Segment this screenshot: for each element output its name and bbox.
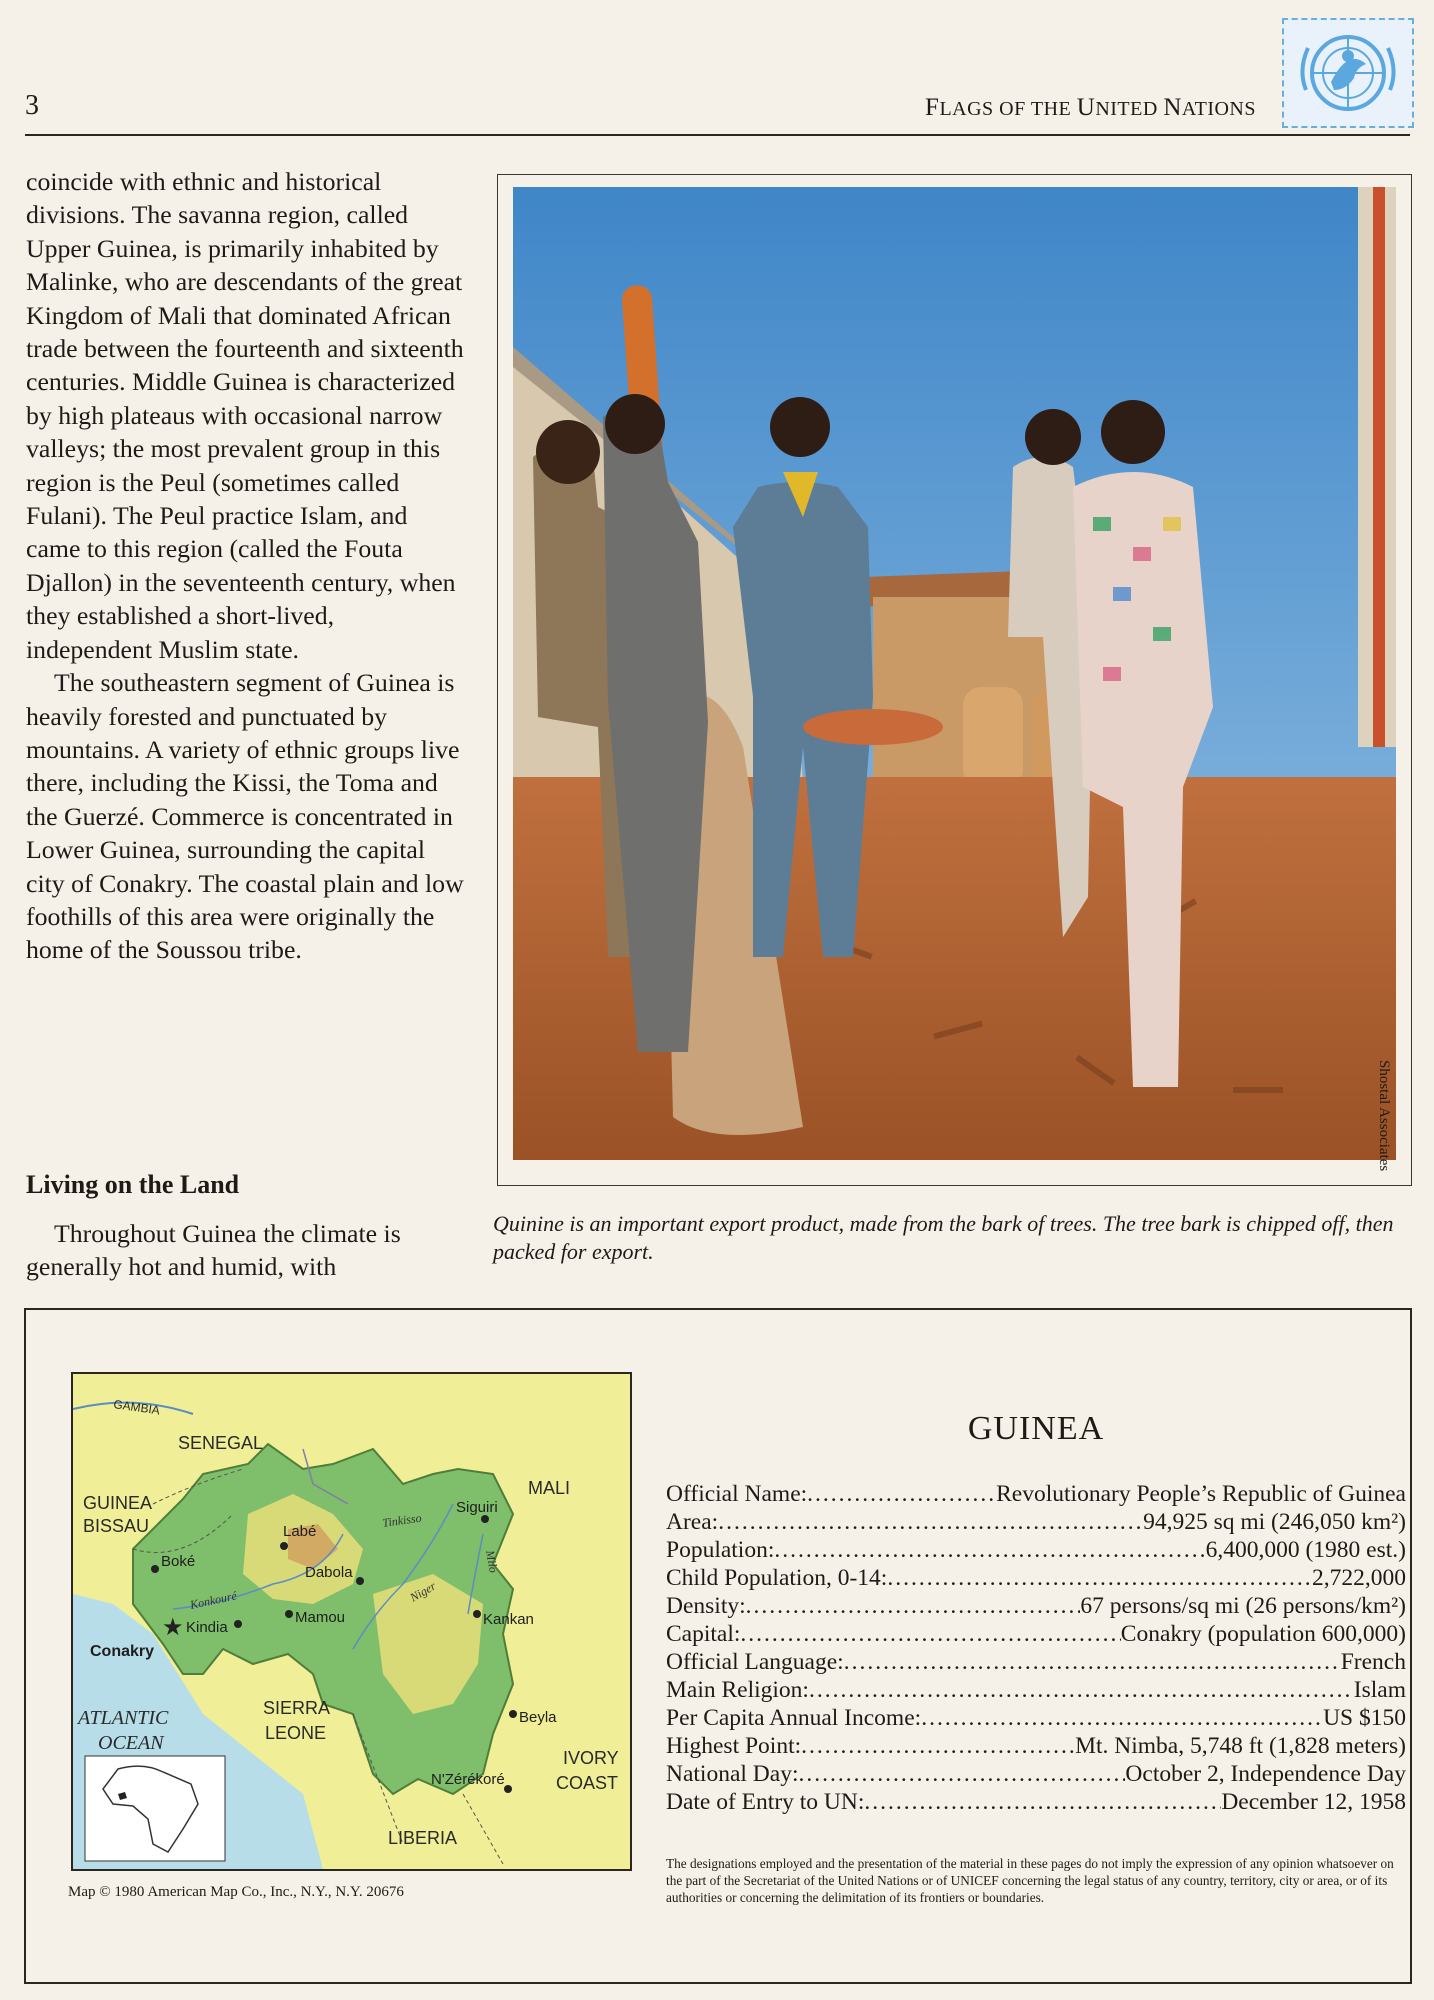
- city-dot-mamou: [285, 1610, 293, 1618]
- map-label-atlantic: ATLANTIC: [78, 1707, 169, 1729]
- article-text: [26, 165, 466, 967]
- paragraph: Throughout Guinea the climate is generally hot and humid, with: [26, 1219, 401, 1282]
- map-label-siguiri: Siguiri: [456, 1499, 498, 1516]
- map-label-dabola: Dabola: [305, 1564, 353, 1581]
- fact-population: Population: ..... 6,400,000 (1980 est.): [666, 1536, 1406, 1564]
- map-label-labe: Labé: [283, 1523, 317, 1540]
- map-credit: Map © 1980 American Map Co., Inc., N.Y., N.Y. 20676: [68, 1884, 404, 1900]
- map-label-beyla: Beyla: [519, 1709, 557, 1726]
- city-dot-siguiri: [481, 1515, 489, 1523]
- fact-capital: Capital: ..... Conakry (population 600,000): [666, 1620, 1406, 1648]
- country-factbox: [24, 1308, 1412, 1984]
- map-label-bissau: BISSAU: [83, 1516, 150, 1536]
- fact-list: [666, 1480, 1406, 1816]
- map-label-mamou: Mamou: [295, 1609, 346, 1626]
- city-dot-boke: [151, 1565, 159, 1573]
- city-dot-kankan: [473, 1610, 481, 1618]
- unicef-logo: [1282, 18, 1414, 128]
- map-label-senegal: SENEGAL: [178, 1433, 264, 1453]
- star-icon: ★: [162, 1615, 184, 1641]
- map-label-ivory: IVORY: [563, 1748, 619, 1768]
- map-label-mali: MALI: [528, 1478, 571, 1498]
- country-name: GUINEA: [967, 1410, 1105, 1447]
- map-label-nzerekore: N'Zérékoré: [431, 1771, 505, 1788]
- quinine-photo: [513, 187, 1396, 1160]
- fact-child-population: Child Population, 0-14: ..... 2,722,000: [666, 1564, 1406, 1592]
- guinea-map: [71, 1372, 632, 1871]
- fact-official-name: Official Name: ..... Revolutionary People’s Republic of Guinea: [666, 1480, 1406, 1508]
- paragraph: coincide with ethnic and historical divisions. The savanna region, called Upper Guinea, is primarily inhabited by Malinke, who are descendants of the great Kingdom of Mali that dominated African trade between the fourteenth and sixteenth centuries. Middle Guinea is characterized by high plateaus with occasional narrow valleys; the most prevalent group in this region is the Peul (sometimes called Fulani). The Peul practice Islam, and came to this region (called the Fouta Djallon) in the seventeenth century, when they established a short-lived, independent Muslim state.: [26, 167, 464, 664]
- map-label-river-milo: Milo: [483, 1549, 501, 1574]
- map-label-kindia: Kindia: [186, 1619, 228, 1636]
- fact-national-day: National Day: ..... October 2, Independence Day: [666, 1760, 1406, 1788]
- section-heading: Living on the Land: [26, 1170, 240, 1199]
- map-label-kankan: Kankan: [483, 1611, 534, 1628]
- city-dot-dabola: [356, 1577, 364, 1585]
- fact-date-of-entry-to-un: Date of Entry to UN: ..... December 12, 1958: [666, 1788, 1406, 1816]
- city-dot-beyla: [509, 1710, 517, 1718]
- city-dot-nzerekore: [504, 1785, 512, 1793]
- map-label-ocean: OCEAN: [98, 1732, 164, 1754]
- map-label-guinea: GUINEA: [83, 1493, 153, 1513]
- map-label-river-niger: Niger: [407, 1578, 439, 1605]
- fact-per-capita-income: Per Capita Annual Income: ..... US $150: [666, 1704, 1406, 1732]
- fact-main-religion: Main Religion: ..... Islam: [666, 1676, 1406, 1704]
- city-dot-kindia: [234, 1620, 242, 1628]
- map-label-river-tinkisso: Tinkisso: [381, 1510, 423, 1530]
- fact-area: Area: ..... 94,925 sq mi (246,050 km²): [666, 1508, 1406, 1536]
- running-header: FLAGS OF THE UNITED NATIONS: [925, 94, 1256, 121]
- city-dot-labe: [280, 1542, 288, 1550]
- disclaimer: The designations employed and the presentation of the material in these pages do not imply the expression of any opinion whatsoever on the part of the Secretariat of the United Nations or of UNICEF concerning the legal status of any country, territory, city or area, or of its authorities or concerning the delimitation of its frontiers or boundaries.: [666, 1856, 1394, 1905]
- map-label-capital: Conakry: [90, 1643, 155, 1660]
- fact-highest-point: Highest Point: ..... Mt. Nimba, 5,748 ft (1,828 meters): [666, 1732, 1406, 1760]
- map-label-river-konkoure: Konkouré: [188, 1588, 238, 1612]
- map-label-liberia: LIBERIA: [388, 1828, 458, 1848]
- map-label-gambia: GAMBIA: [112, 1397, 161, 1418]
- photo-frame: [497, 174, 1412, 1186]
- fact-density: Density: ..... 67 persons/sq mi (26 persons/km²): [666, 1592, 1406, 1620]
- photo-caption: Quinine is an important export product, made from the bark of trees. The tree bark is chipped off, then packed for export.: [493, 1211, 1394, 1264]
- photo-credit: Shostal Associates: [1376, 1060, 1392, 1172]
- header-rule: [25, 134, 1410, 136]
- unicef-emblem-icon: [1284, 20, 1412, 126]
- page-number: 3: [25, 90, 39, 121]
- map-label-boke: Boké: [161, 1553, 196, 1570]
- map-label-coast: COAST: [556, 1773, 619, 1793]
- map-label-sierra: SIERRA: [263, 1698, 331, 1718]
- paragraph: The southeastern segment of Guinea is heavily forested and punctuated by mountains. A variety of ethnic groups live there, including the Kissi, the Toma and the Guerzé. Commerce is concentrated in Lower Guinea, surrounding the capital city of Conakry. The coastal plain and low foothills of this area were originally the home of the Soussou tribe.: [26, 668, 464, 965]
- fact-official-language: Official Language: ..... French: [666, 1648, 1406, 1676]
- map-label-leone: LEONE: [265, 1723, 327, 1743]
